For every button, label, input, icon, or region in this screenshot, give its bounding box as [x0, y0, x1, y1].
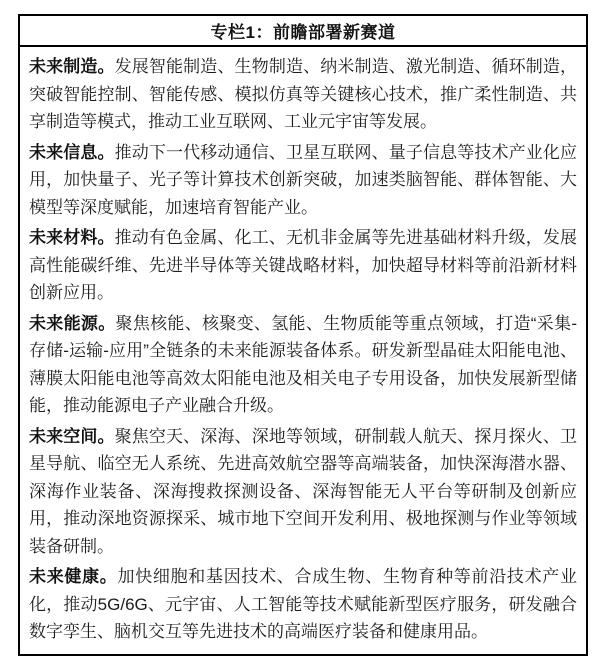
section-future-space — [29, 423, 577, 561]
column-box — [18, 14, 588, 656]
section-text: 加快细胞和基因技术、合成生物、生物育种等前沿技术产业化，推动5G/6G、元宇宙、人工智能等技术赋能新型医疗服务，研发融合数字孪生、脑机交互等先进技术的高端医疗装备和健康用品。 — [29, 567, 577, 641]
section-future-manufacturing — [29, 53, 577, 136]
section-heading: 未来空间。 — [29, 426, 115, 446]
section-heading: 未来信息。 — [29, 142, 115, 162]
section-heading: 未来材料。 — [29, 228, 115, 247]
column-box-title: 专栏1：前瞻部署新赛道 — [20, 16, 586, 47]
section-text: 聚焦核能、核聚变、氢能、生物质能等重点领域，打造“采集-存储-运输-应用”全链条的未来能源装备体系。研发新型晶硅太阳能电池、薄膜太阳能电池等高效太阳能电池及相关电子专用设备，加快发展新型储能，推动能源电子产业融合升级。 — [29, 313, 577, 415]
section-future-information — [29, 139, 577, 222]
section-heading: 未来能源。 — [29, 313, 116, 333]
section-text: 聚焦空天、深海、深地等领域，研制载人航天、探月探火、卫星导航、临空无人系统、先进高效航空器等高端装备，加快深海潜水器、深海作业装备、深海搜救探测设备、深海智能无人平台等研制及创新应用，推动深地资源探采、城市地下空间开发利用、极地探测与作业等领域装备研制。 — [29, 426, 578, 556]
section-heading: 未来制造。 — [29, 57, 115, 76]
section-text: 推动有色金属、化工、无机非金属等先进基础材料升级，发展高性能碳纤维、先进半导体等关键战略材料，加快超导材料等前沿新材料创新应用。 — [29, 228, 578, 302]
section-heading: 未来健康。 — [29, 567, 118, 586]
column-box-body — [20, 47, 586, 654]
section-text: 推动下一代移动通信、卫星互联网、量子信息等技术产业化应用，加快量子、光子等计算技术创新突破，加速类脑智能、群体智能、大模型等深度赋能，加速培育智能产业。 — [29, 142, 578, 217]
section-future-energy — [29, 310, 577, 420]
section-future-health — [29, 563, 577, 646]
section-text: 发展智能制造、生物制造、纳米制造、激光制造、循环制造，突破智能控制、智能传感、模拟仿真等关键核心技术，推广柔性制造、共享制造等模式，推动工业互联网、工业元宇宙等发展。 — [29, 57, 578, 131]
section-future-materials — [29, 224, 577, 307]
